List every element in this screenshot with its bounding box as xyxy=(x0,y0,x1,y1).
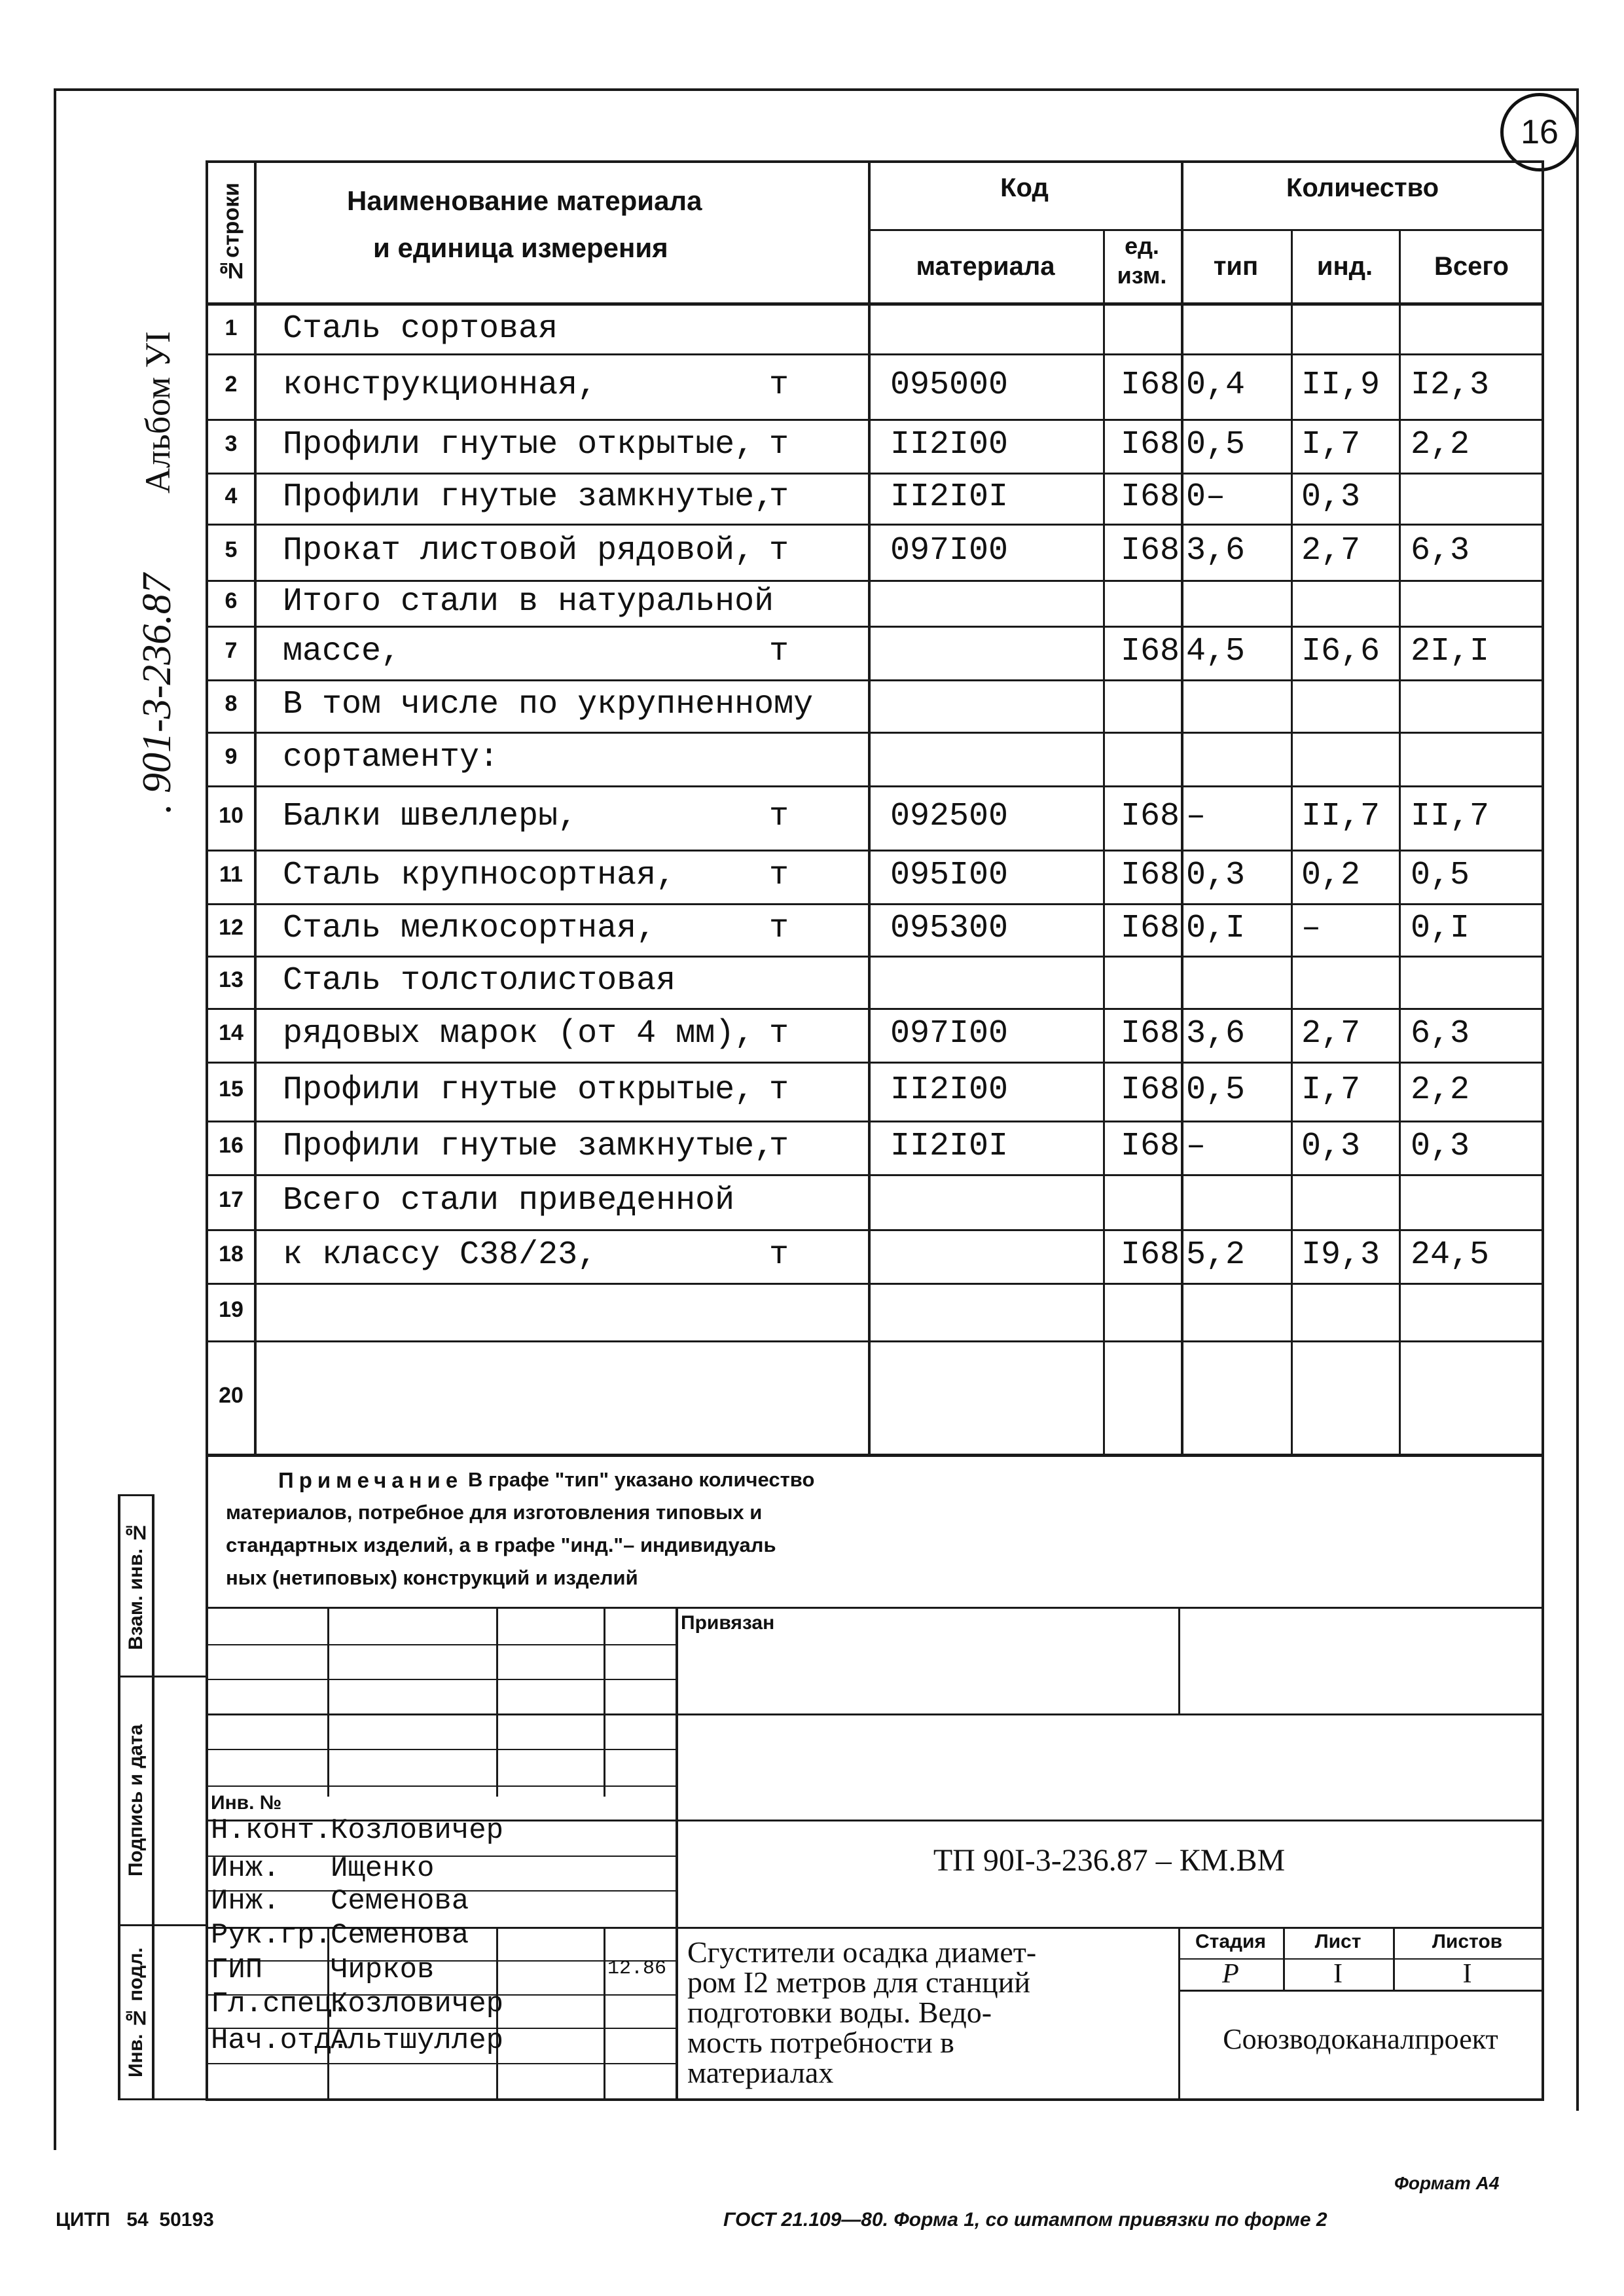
row-material-code: 097I00 xyxy=(890,1015,1009,1052)
row-name: массе, xyxy=(283,633,401,670)
signer-role: Инж. xyxy=(211,1885,280,1918)
inv-original-label: Инв. № подл. xyxy=(125,1947,147,2078)
signer-role: Гл.спец. xyxy=(211,1988,350,2020)
row-number: 17 xyxy=(219,1187,244,1212)
row-number: 11 xyxy=(219,862,243,887)
row-qty-total: 2,2 xyxy=(1411,1071,1470,1109)
row-qty-ind: II,9 xyxy=(1301,367,1380,404)
signer-role: Инж. xyxy=(211,1852,280,1885)
row-number: 3 xyxy=(225,431,238,456)
row-name: Итого стали в натуральной xyxy=(283,583,774,620)
sheet-value: I xyxy=(1333,1959,1343,1989)
row-qty-ind: I9,3 xyxy=(1301,1236,1380,1274)
row-material-code: 095000 xyxy=(890,367,1009,404)
row-qty-ind: I,7 xyxy=(1301,426,1361,463)
title-line: мость потребности в xyxy=(687,2026,954,2059)
row-name: Сталь толстолистовая xyxy=(283,962,676,999)
row-qty-total: 0,I xyxy=(1411,910,1470,947)
signer-name: Козловичер xyxy=(331,1814,504,1847)
project-code-side-text: . 901-3-236.87 xyxy=(135,573,179,814)
signer-name: Альтшуллер xyxy=(331,2024,504,2057)
row-qty-total: 6,3 xyxy=(1411,1015,1470,1052)
header-material: материала xyxy=(916,252,1055,281)
row-unit-code: I68 xyxy=(1120,367,1180,404)
row-unit-symbol: т xyxy=(769,1128,789,1165)
row-unit-code: I68 xyxy=(1120,910,1180,947)
row-qty-total: 0,3 xyxy=(1411,1128,1470,1165)
signer-date: 12.86 xyxy=(607,1958,667,1980)
row-name: В том числе по укрупненному xyxy=(283,686,814,723)
header-name-line1: Наименование материала xyxy=(347,185,702,216)
row-name: Балки швеллеры, xyxy=(283,798,578,835)
row-number: 9 xyxy=(225,744,238,769)
row-material-code: 092500 xyxy=(890,798,1009,835)
album-label xyxy=(137,314,178,511)
row-qty-total: 6,3 xyxy=(1411,532,1470,569)
signer-name: Семенова xyxy=(331,1919,469,1952)
row-number: 16 xyxy=(219,1133,244,1158)
sheets-value: I xyxy=(1462,1959,1472,1989)
row-qty-ind: 0,3 xyxy=(1301,478,1361,516)
row-material-code: II2I0I xyxy=(890,478,1009,516)
row-qty-total: 24,5 xyxy=(1411,1236,1490,1274)
row-unit-code: I68 xyxy=(1120,1236,1180,1274)
row-unit-symbol: т xyxy=(769,1015,789,1052)
row-name: Профили гнутые замкнутые, xyxy=(283,478,774,516)
row-number: 15 xyxy=(219,1077,244,1102)
signature-date-label: Подпись и дата xyxy=(125,1724,147,1877)
row-name: Сталь крупносортная, xyxy=(283,857,676,894)
row-qty-typ: 0,3 xyxy=(1186,857,1246,894)
document-title xyxy=(687,1937,1036,2088)
sheets-label: Листов xyxy=(1432,1931,1503,1952)
row-number: 7 xyxy=(225,638,238,663)
note-line1: В графе "тип" указано количество xyxy=(468,1468,815,1491)
signer-name: Семенова xyxy=(331,1885,469,1918)
document-designation: ТП 90I-3-236.87 – КМ.ВМ xyxy=(933,1843,1286,1878)
row-unit-code: I68 xyxy=(1120,1015,1180,1052)
sheet-label: Лист xyxy=(1314,1931,1362,1952)
row-name: рядовых марок (от 4 мм), xyxy=(283,1015,755,1052)
row-qty-ind: 2,7 xyxy=(1301,532,1361,569)
sheet-number-badge xyxy=(1500,93,1579,171)
album-label-text: Альбом УІ xyxy=(138,331,177,493)
signer-role: Нач.отд. xyxy=(211,2024,350,2057)
title-line: подготовки воды. Ведо- xyxy=(687,1996,992,2029)
row-material-code: 097I00 xyxy=(890,532,1009,569)
row-qty-typ: 3,6 xyxy=(1186,532,1246,569)
row-material-code: II2I00 xyxy=(890,1071,1009,1109)
footer-left: ЦИТП 54 50193 xyxy=(56,2209,214,2231)
format-label: Формат А4 xyxy=(1394,2173,1500,2193)
vzam-inv-label: Взам. инв. № xyxy=(125,1521,147,1650)
header-typ: тип xyxy=(1213,252,1259,281)
row-number: 19 xyxy=(219,1297,244,1322)
header-total: Всего xyxy=(1434,252,1509,281)
row-number: 5 xyxy=(225,537,238,562)
row-number: 2 xyxy=(225,372,238,397)
stage-value: Р xyxy=(1222,1959,1239,1989)
sheet-number: 16 xyxy=(1521,113,1559,151)
row-unit-code: I68 xyxy=(1120,798,1180,835)
row-unit-code: I68 xyxy=(1120,633,1180,670)
row-number: 12 xyxy=(219,915,244,940)
row-unit-code: I68 xyxy=(1120,857,1180,894)
row-qty-ind: 2,7 xyxy=(1301,1015,1361,1052)
row-qty-total: 2I,I xyxy=(1411,633,1490,670)
row-number: 13 xyxy=(219,967,244,992)
note-line3: стандартных изделий, а в графе "инд."– индивидуаль xyxy=(226,1534,776,1556)
row-qty-total: 0,5 xyxy=(1411,857,1470,894)
row-number: 10 xyxy=(219,803,244,828)
row-number: 8 xyxy=(225,691,238,716)
row-name: к классу С38/23, xyxy=(283,1236,598,1274)
title-line: материалах xyxy=(687,2056,834,2089)
row-qty-typ: 0– xyxy=(1186,478,1226,516)
row-unit-code: I68 xyxy=(1120,478,1180,516)
header-name-line2: и единица измерения xyxy=(373,232,668,263)
row-qty-typ: 4,5 xyxy=(1186,633,1246,670)
row-name: Прокат листовой рядовой, xyxy=(283,532,755,569)
row-name: Профили гнутые замкнутые, xyxy=(283,1128,774,1165)
row-number: 18 xyxy=(219,1242,244,1266)
header-unit-2: изм. xyxy=(1117,262,1167,289)
row-unit-symbol: т xyxy=(769,798,789,835)
footer-standard: ГОСТ 21.109—80. Форма 1, со штампом привязки по форме 2 xyxy=(723,2209,1327,2231)
row-qty-typ: 0,I xyxy=(1186,910,1246,947)
row-unit-symbol: т xyxy=(769,633,789,670)
row-unit-code: I68 xyxy=(1120,1071,1180,1109)
header-code: Код xyxy=(1000,173,1049,202)
row-number: 4 xyxy=(225,484,238,509)
row-qty-total: I2,3 xyxy=(1411,367,1490,404)
row-unit-symbol: т xyxy=(769,857,789,894)
signer-name: Ищенко xyxy=(331,1852,435,1885)
header-row-no: №строки xyxy=(219,182,244,283)
row-material-code: 095I00 xyxy=(890,857,1009,894)
stage-label: Стадия xyxy=(1195,1931,1267,1952)
row-qty-total: 2,2 xyxy=(1411,426,1470,463)
row-qty-typ: 0,5 xyxy=(1186,426,1246,463)
row-name: конструкционная, xyxy=(283,367,598,404)
signer-role: ГИП xyxy=(211,1954,263,1986)
title-line: Сгустители осадка диамет- xyxy=(687,1935,1037,1969)
signer-name: Чирков xyxy=(331,1954,435,1986)
header-ind: инд. xyxy=(1316,252,1373,281)
row-qty-typ: – xyxy=(1186,1128,1206,1165)
row-qty-typ: 0,5 xyxy=(1186,1071,1246,1109)
row-name: сортаменту: xyxy=(283,739,499,776)
row-unit-code: I68 xyxy=(1120,426,1180,463)
note-line2: материалов, потребное для изготовления типовых и xyxy=(226,1501,763,1524)
privyazan-label: Привязан xyxy=(681,1612,775,1634)
row-qty-typ: – xyxy=(1186,798,1206,835)
organization-name: Союзводоканалпроект xyxy=(1223,2023,1498,2055)
row-qty-ind: I6,6 xyxy=(1301,633,1380,670)
row-qty-ind: 0,3 xyxy=(1301,1128,1361,1165)
row-qty-typ: 3,6 xyxy=(1186,1015,1246,1052)
row-name: Сталь сортовая xyxy=(283,310,558,348)
row-material-code: 095300 xyxy=(890,910,1009,947)
row-unit-symbol: т xyxy=(769,1071,789,1109)
title-line: ром I2 метров для станций xyxy=(687,1965,1030,1999)
row-number: 14 xyxy=(219,1020,244,1045)
row-name: Профили гнутые открытые, xyxy=(283,426,755,463)
note-line4: ных (нетиповых) конструкций и изделий xyxy=(226,1566,638,1589)
row-unit-symbol: т xyxy=(769,478,789,516)
row-qty-ind: I,7 xyxy=(1301,1071,1361,1109)
inv-no-label: Инв. № xyxy=(211,1792,282,1814)
row-qty-ind: 0,2 xyxy=(1301,857,1361,894)
row-qty-total: II,7 xyxy=(1411,798,1490,835)
header-quantity: Количество xyxy=(1286,173,1439,202)
row-qty-typ: 5,2 xyxy=(1186,1236,1246,1274)
row-number: 1 xyxy=(225,315,238,340)
note-title: Примечание xyxy=(278,1468,463,1492)
row-unit-code: I68 xyxy=(1120,1128,1180,1165)
row-material-code: II2I0I xyxy=(890,1128,1009,1165)
row-number: 20 xyxy=(219,1383,244,1408)
row-unit-symbol: т xyxy=(769,1236,789,1274)
row-unit-code: I68 xyxy=(1120,532,1180,569)
row-name: Всего стали приведенной xyxy=(283,1182,735,1219)
row-qty-typ: 0,4 xyxy=(1186,367,1246,404)
signer-role: Рук.гр. xyxy=(211,1919,332,1952)
row-name: Профили гнутые открытые, xyxy=(283,1071,755,1109)
header-unit-1: ед. xyxy=(1125,232,1159,259)
project-code-side xyxy=(134,537,181,851)
row-unit-symbol: т xyxy=(769,532,789,569)
row-qty-ind: – xyxy=(1301,910,1322,947)
row-name: Сталь мелкосортная, xyxy=(283,910,657,947)
row-qty-ind: II,7 xyxy=(1301,798,1380,835)
signer-role: Н.конт. xyxy=(211,1814,332,1847)
signer-name: Козловичер xyxy=(331,1988,504,2020)
row-unit-symbol: т xyxy=(769,367,789,404)
row-unit-symbol: т xyxy=(769,426,789,463)
row-number: 6 xyxy=(225,588,238,613)
row-material-code: II2I00 xyxy=(890,426,1009,463)
row-unit-symbol: т xyxy=(769,910,789,947)
